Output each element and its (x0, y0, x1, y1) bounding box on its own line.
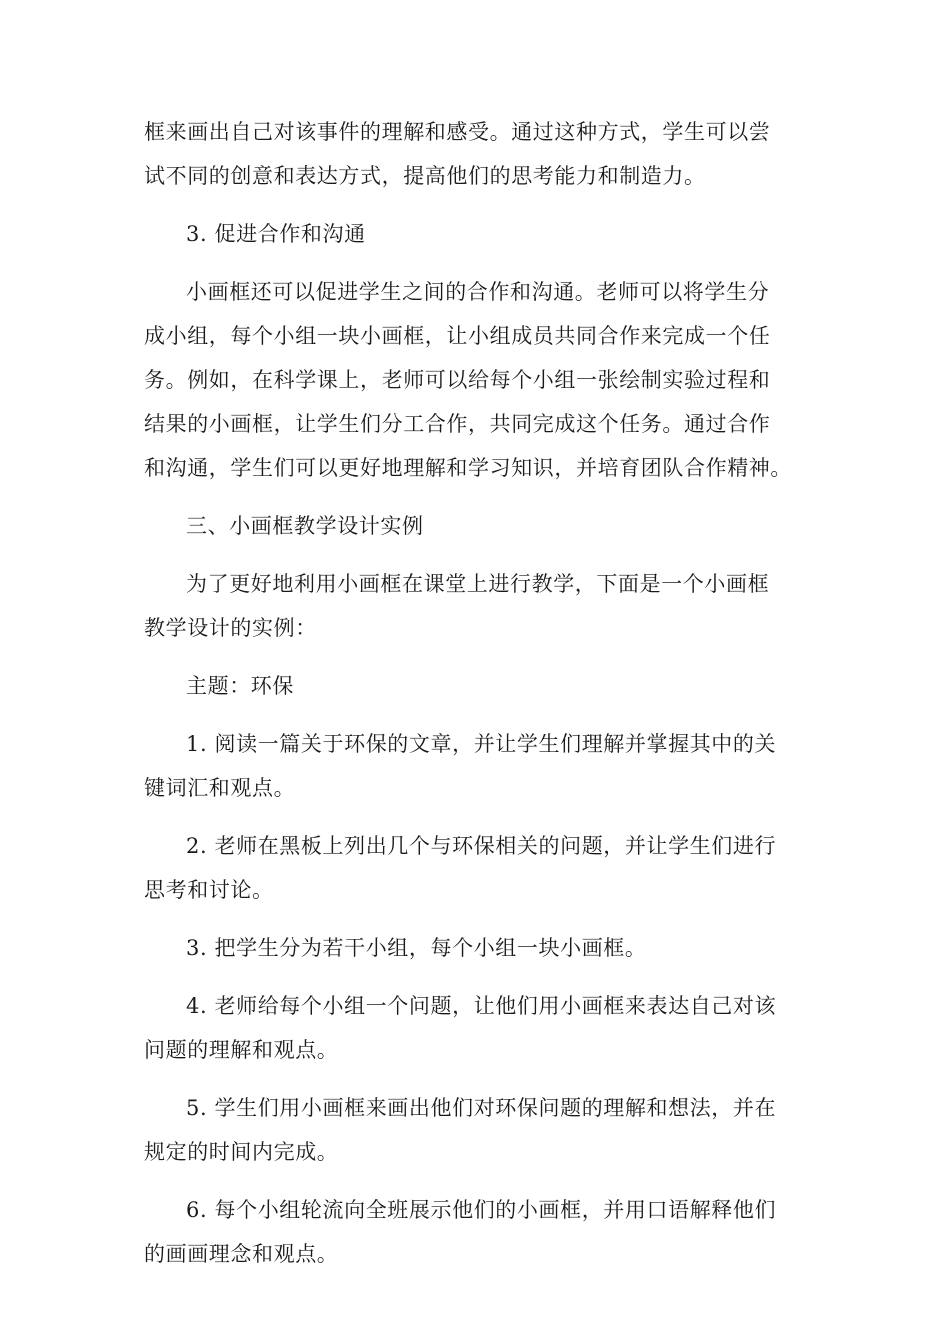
heading-line: 3. 促进合作和沟通 (186, 222, 366, 246)
document-page (144, 110, 808, 1290)
paragraph-intro (144, 562, 808, 650)
section-heading-cooperation (144, 212, 808, 256)
list-item-3 (144, 926, 808, 970)
text-line: 框来画出自己对该事件的理解和感受。通过这种方式，学生可以尝 (144, 120, 771, 144)
text-line: 规定的时间内完成。 (144, 1140, 339, 1164)
paragraph-continuation (144, 110, 808, 198)
topic-line (144, 664, 808, 708)
list-item-6 (144, 1188, 808, 1276)
text-line: 小画框还可以促进学生之间的合作和沟通。老师可以将学生分 (186, 280, 770, 304)
paragraph-cooperation (144, 270, 808, 490)
text-line: 1. 阅读一篇关于环保的文章，并让学生们理解并掌握其中的关 (186, 732, 777, 756)
text-line: 教学设计的实例： (144, 616, 317, 640)
list-item-1 (144, 722, 808, 810)
text-line: 键词汇和观点。 (144, 776, 296, 800)
section-heading-example (144, 504, 808, 548)
text-line: 4. 老师给每个小组一个问题，让他们用小画框来表达自己对该 (186, 994, 777, 1018)
text-line: 问题的理解和观点。 (144, 1038, 339, 1062)
text-line: 思考和讨论。 (144, 878, 274, 902)
text-line: 的画画理念和观点。 (144, 1242, 339, 1266)
text-line: 成小组，每个小组一块小画框，让小组成员共同合作来完成一个任 (144, 324, 771, 348)
text-line: 主题：环保 (186, 674, 294, 698)
list-item-5 (144, 1086, 808, 1174)
text-line: 和沟通，学生们可以更好地理解和学习知识，并培育团队合作精神。 (144, 456, 792, 480)
text-line: 试不同的创意和表达方式，提高他们的思考能力和制造力。 (144, 164, 706, 188)
list-item-4 (144, 984, 808, 1072)
text-line: 结果的小画框，让学生们分工合作，共同完成这个任务。通过合作 (144, 412, 771, 436)
text-line: 2. 老师在黑板上列出几个与环保相关的问题，并让学生们进行 (186, 834, 777, 858)
text-line: 3. 把学生分为若干小组，每个小组一块小画框。 (186, 936, 647, 960)
text-line: 5. 学生们用小画框来画出他们对环保问题的理解和想法，并在 (186, 1096, 777, 1120)
text-line: 务。例如，在科学课上，老师可以给每个小组一张绘制实验过程和 (144, 368, 771, 392)
list-item-2 (144, 824, 808, 912)
text-line: 6. 每个小组轮流向全班展示他们的小画框，并用口语解释他们 (186, 1198, 777, 1222)
text-line: 为了更好地利用小画框在课堂上进行教学，下面是一个小画框 (186, 572, 770, 596)
heading-line: 三、小画框教学设计实例 (186, 514, 424, 538)
